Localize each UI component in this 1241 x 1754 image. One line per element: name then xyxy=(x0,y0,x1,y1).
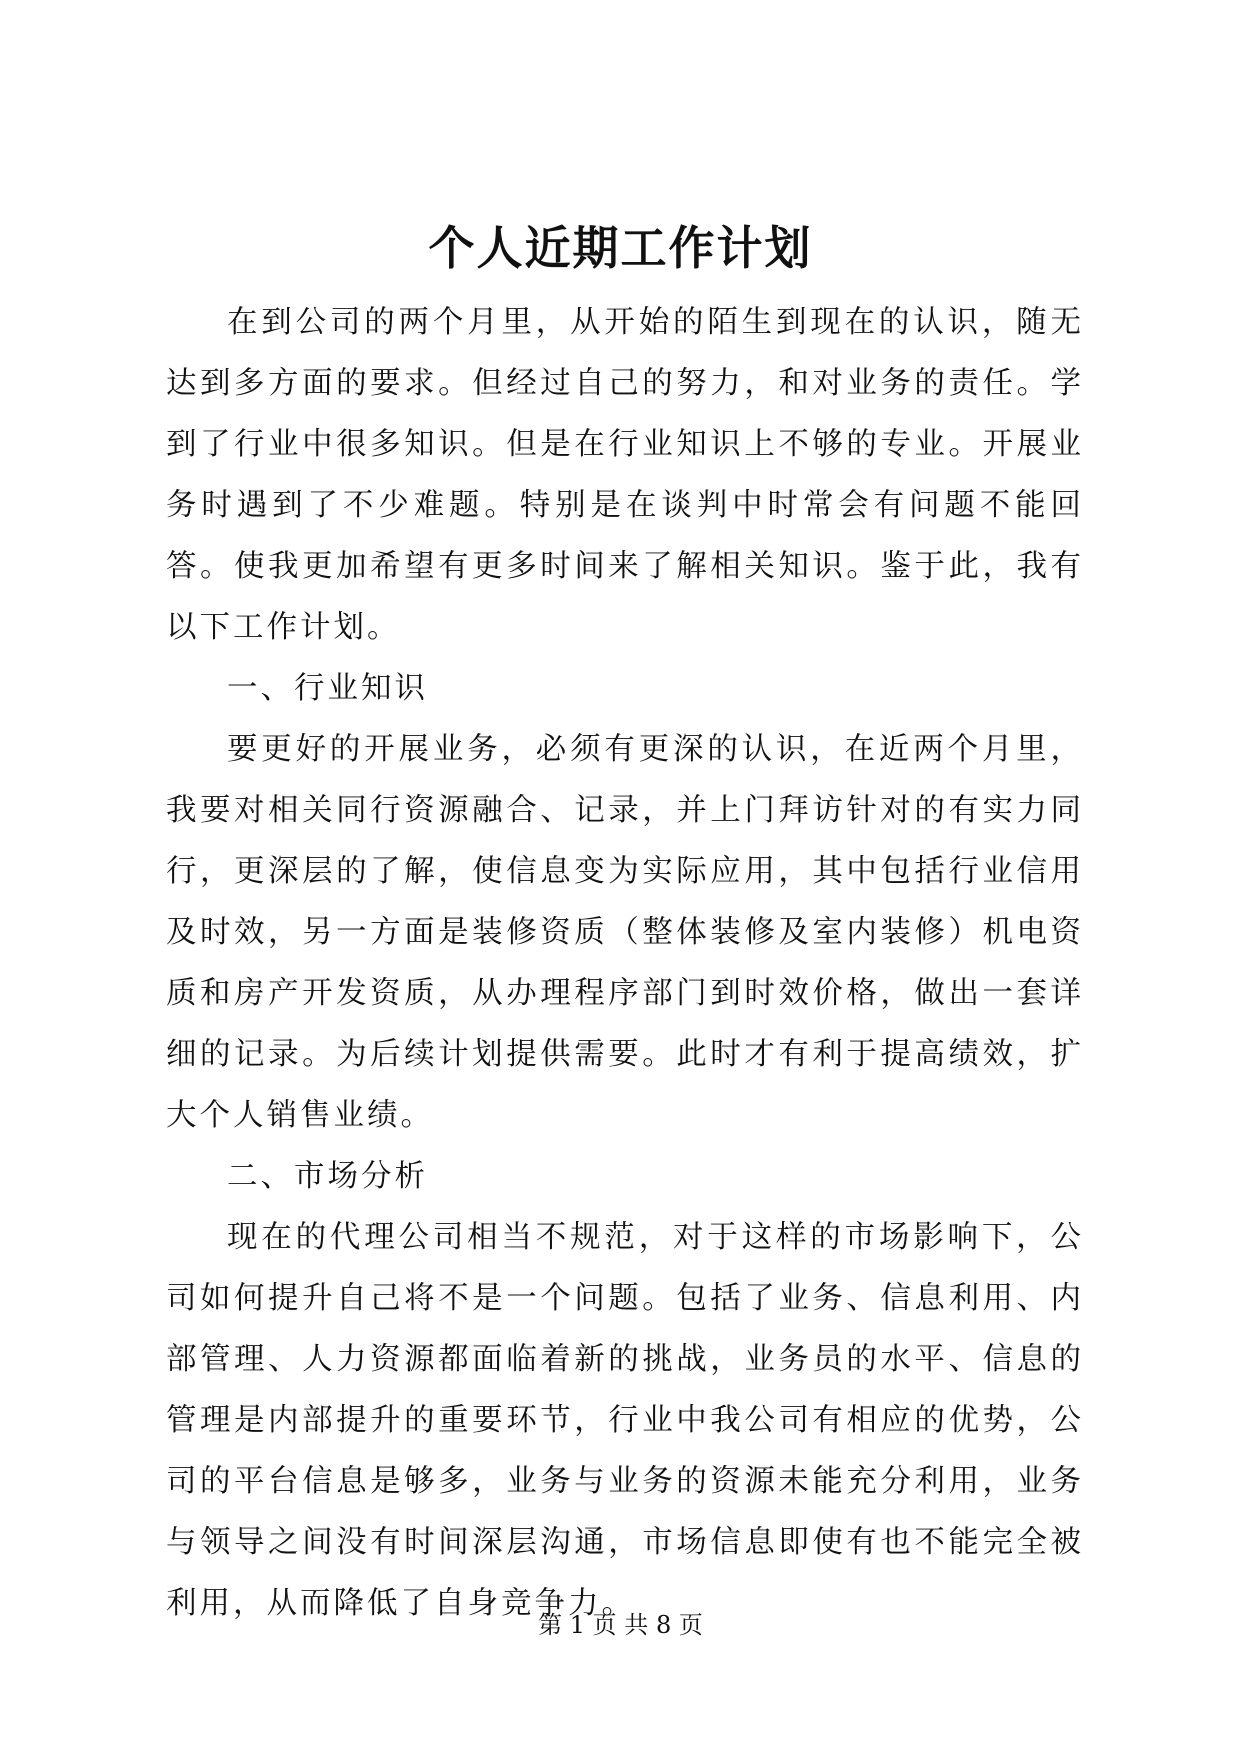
paragraph-intro: 在到公司的两个月里，从开始的陌生到现在的认识，随无达到多方面的要求。但经过自己的努力，和对业务的责任。学到了行业中很多知识。但是在行业知识上不够的专业。开展业务时遇到了不少难题。特别是在谈判中时常会有问题不能回答。使我更加希望有更多时间来了解相关知识。鉴于此，我有以下工作计划。 xyxy=(166,305,1084,645)
paragraph-market-analysis: 现在的代理公司相当不规范，对于这样的市场影响下，公司如何提升自己将不是一个问题。包括了业务、信息利用、内部管理、人力资源都面临着新的挑战，业务员的水平、信息的管理是内部提升的重要环节，行业中我公司有相应的优势，公司的平台信息是够多，业务与业务的资源未能充分利用，业务与领导之间没有时间深层沟通，市场信息即使有也不能完全被利用，从而降低了自身竞争力。 xyxy=(166,1220,1084,1621)
section-heading-market-analysis: 二、市场分析 xyxy=(227,1159,428,1194)
document-body xyxy=(166,292,1084,1634)
paragraph-industry-knowledge: 要更好的开展业务，必须有更深的认识，在近两个月里，我要对相关同行资源融合、记录，并上门拜访针对的有实力同行，更深层的了解，使信息变为实际应用，其中包括行业信用及时效，另一方面是装修资质（整体装修及室内装修）机电资质和房产开发资质，从办理程序部门到时效价格，做出一套详细的记录。为后续计划提供需要。此时才有利于提高绩效，扩大个人销售业绩。 xyxy=(166,732,1084,1133)
page-footer: 第 1 页 共 8 页 xyxy=(538,1611,703,1639)
section-heading-industry-knowledge: 一、行业知识 xyxy=(227,671,428,706)
document-title: 个人近期工作计划 xyxy=(428,221,813,275)
